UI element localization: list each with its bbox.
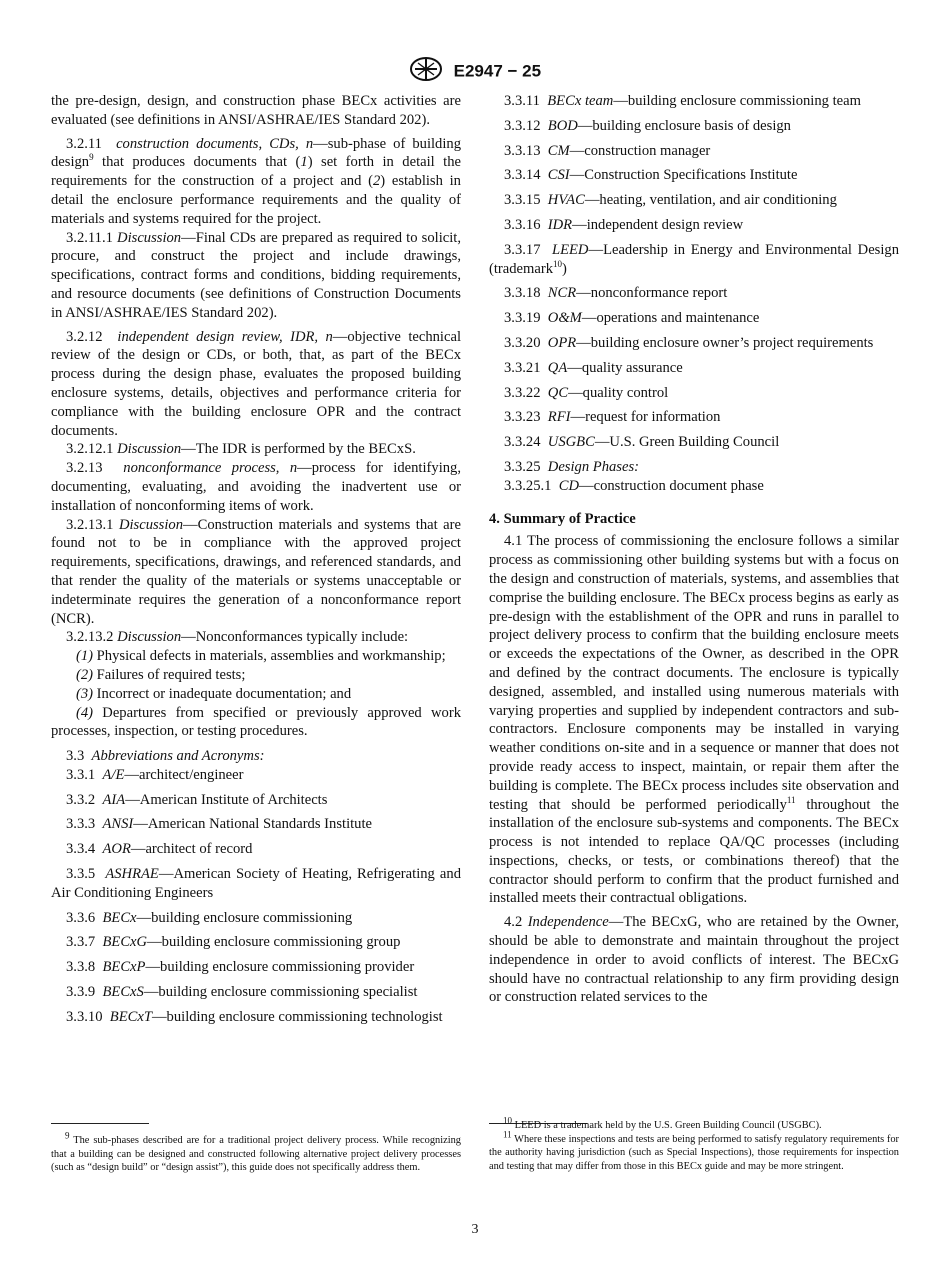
list-item: (2) Failures of required tests; <box>76 666 246 683</box>
discussion-3-2-13-1: 3.2.13.1 Discussion—Construction materials and systems that are found not to be in compliance with the approved project requirements, specifications, drawings, and referenced standards, and that render the quality of the materials or systems unacceptable or indeterminate requires the generation of a nonconformance report (NCR). <box>51 516 461 627</box>
abbreviation-entry: 3.3.3 ANSI—American National Standards Institute <box>66 816 373 833</box>
abbreviation-entry: 3.3.6 BECx—building enclosure commissioning <box>66 909 353 926</box>
page-number: 3 <box>471 1222 479 1237</box>
section-heading: 4. Summary of Practice <box>489 510 636 527</box>
paragraph-4-2: 4.2 Independence—The BECxG, who are retained by the Owner, should be able to demonstrate and maintain throughout the project independence in order to avoid conflicts of interest. The BECxG should have no contractual relationship to any firm providing design or construction related services to the <box>489 914 899 1006</box>
definition-3-2-11: 3.2.11 construction documents, CDs, n—sub-phase of building design$^9$ that produces documents that (1) set forth in detail the requirements for the construction of a project and (2) establish in detail the enclosure performance requirements and the quality of materials and systems required for the project. <box>51 135 462 227</box>
discussion-3-2-11-1: 3.2.11.1 Discussion—Final CDs are prepared as required to solicit, procure, and construct the project and include drawings, specifications, contract forms and conditions, bidding requirements, and resource documents (see definitions of Construction Documents in ANSI/ASHRAE/IES Standard 202). <box>51 229 461 321</box>
abbreviation-entry: 3.3.7 BECxG—building enclosure commissioning group <box>66 934 401 951</box>
abbreviation-entry: 3.3.9 BECxS—building enclosure commissioning specialist <box>66 984 418 1001</box>
list-item: (4) Departures from specified or previously approved work processes, inspection, or testing procedures. <box>51 704 461 740</box>
list-item: (3) Incorrect or inadequate documentation; and <box>76 685 352 702</box>
abbreviation-entry: 3.3.2 AIA—American Institute of Architects <box>66 791 328 808</box>
footnote-11: $^{11}$ Where these inspections and tests are being performed to satisfy regulatory requirements for the authority having jurisdiction (such as Special Inspections), those requirements for inspection and testing that may differ from those in this BECx guide and may be more stringent. <box>489 1129 899 1172</box>
right-column <box>489 92 899 1007</box>
abbreviations-heading: 3.3 Abbreviations and Acronyms: <box>66 748 265 765</box>
abbreviation-entry: 3.3.4 AOR—architect of record <box>66 841 253 858</box>
abbreviation-entry: 3.3.18 NCR—nonconformance report <box>504 285 728 302</box>
discussion-3-2-13-2: 3.2.13.2 Discussion—Nonconformances typically include: <box>66 629 409 646</box>
page-header <box>0 56 950 87</box>
abbreviation-entry: 3.3.24 USGBC—U.S. Green Building Council <box>504 434 780 451</box>
abbreviation-entry: 3.3.13 CM—construction manager <box>504 142 711 159</box>
abbreviation-entry: 3.3.14 CSI—Construction Specifications Institute <box>504 167 798 184</box>
abbreviation-entry: 3.3.20 OPR—building enclosure owner’s project requirements <box>504 334 874 351</box>
footnote-divider <box>51 1123 149 1124</box>
abbreviation-entry-leed: 3.3.17 LEED—Leadership in Energy and Environmental Design (trademark$^{10}$) <box>489 241 900 277</box>
paragraph: the pre-design, design, and construction phase BECx activities are evaluated (see definitions in ANSI/ASHRAE/IES Standard 202). <box>51 93 461 128</box>
footnotes-left <box>51 1130 461 1175</box>
abbreviation-entry: 3.3.16 IDR—independent design review <box>504 216 744 233</box>
footnote-9: $^9$ The sub-phases described are for a traditional project delivery process. While recognizing that a building can be designed and constructed following alternative project delivery processes (such as “design build” or “design assist”), this guide does not specifically address them. <box>51 1130 461 1173</box>
abbreviation-entry: 3.3.25.1 CD—construction document phase <box>504 477 764 494</box>
footnote-10: $^{10}$ LEED is a trademark held by the U.S. Green Building Council (USGBC). <box>503 1115 822 1131</box>
abbreviation-entry: 3.3.22 QC—quality control <box>504 384 669 401</box>
abbreviation-entry: 3.3.10 BECxT—building enclosure commissioning technologist <box>66 1008 443 1025</box>
abbreviation-entry: 3.3.21 QA—quality assurance <box>504 359 683 376</box>
design-phases-heading: 3.3.25 Design Phases: <box>504 458 639 475</box>
abbreviation-entry: 3.3.19 O&M—operations and maintenance <box>504 310 760 327</box>
abbreviation-entry: 3.3.23 RFI—request for information <box>504 409 721 426</box>
abbreviation-entry: 3.3.8 BECxP—building enclosure commissioning provider <box>66 959 415 976</box>
discussion-3-2-12-1: 3.2.12.1 Discussion—The IDR is performed by the BECxS. <box>66 441 416 458</box>
left-column <box>51 92 461 1027</box>
definition-3-2-13: 3.2.13 nonconformance process, n—process for identifying, documenting, evaluating, and avoiding the inadvertent use or installation of nonconforming items of work. <box>51 460 461 514</box>
astm-logo-icon <box>409 56 443 87</box>
definition-3-2-12: 3.2.12 independent design review, IDR, n—objective technical review of the design or CDs, or both, that, as part of the BECx process during the design phase, evaluates the proposed building enclosure systems, details, objectives and performance criteria for compliance with the building enclosure OPR and the contract documents. <box>51 328 461 439</box>
paragraph-4-1: 4.1 The process of commissioning the enclosure follows a similar process as commissioning other building systems but with a focus on the design and construction of materials, systems, and assemblies that comprise the building enclosure. The BECx process begins as early as pre-design with the establishment of the OPR and runs in parallel to project delivery process to confirm that the building enclosure meets or exceeds the expectations of the Owner, as described in the OPR and defined by the contract documents. The enclosure is typically designed, assembled, and installed using numerous materials with varying properties and supplied by independent contractors and sub-contractors. Enclosure components may be installed in varying weather conditions on-site and in a sequence or manner that does not provide ready access to inspect, maintain, or repair them after the building is complete. The BECx process includes site observation and testing that should be performed periodically$^{11}$ throughout the installation of the enclosure sub-systems and components. The BECx process is not intended to replace QA/QC processes (including inspections, checks, or tests, or combinations thereof) that the contractor should perform to confirm that the product furnished and installed meets their contractual obligations. <box>489 533 899 907</box>
abbreviation-entry: 3.3.5 ASHRAE—American Society of Heating, Refrigerating and Air Conditioning Engineers <box>51 866 461 901</box>
standard-designation: E2947 − 25 <box>453 61 542 81</box>
abbreviation-entry: 3.3.15 HVAC—heating, ventilation, and air conditioning <box>504 192 837 209</box>
footnotes-right <box>489 1115 899 1173</box>
abbreviation-entry: 3.3.1 A/E—architect/engineer <box>66 766 244 783</box>
abbreviation-entry: 3.3.11 BECx team—building enclosure commissioning team <box>504 93 861 109</box>
abbreviation-entry: 3.3.12 BOD—building enclosure basis of design <box>504 117 791 134</box>
list-item: (1) Physical defects in materials, assemblies and workmanship; <box>76 648 446 665</box>
